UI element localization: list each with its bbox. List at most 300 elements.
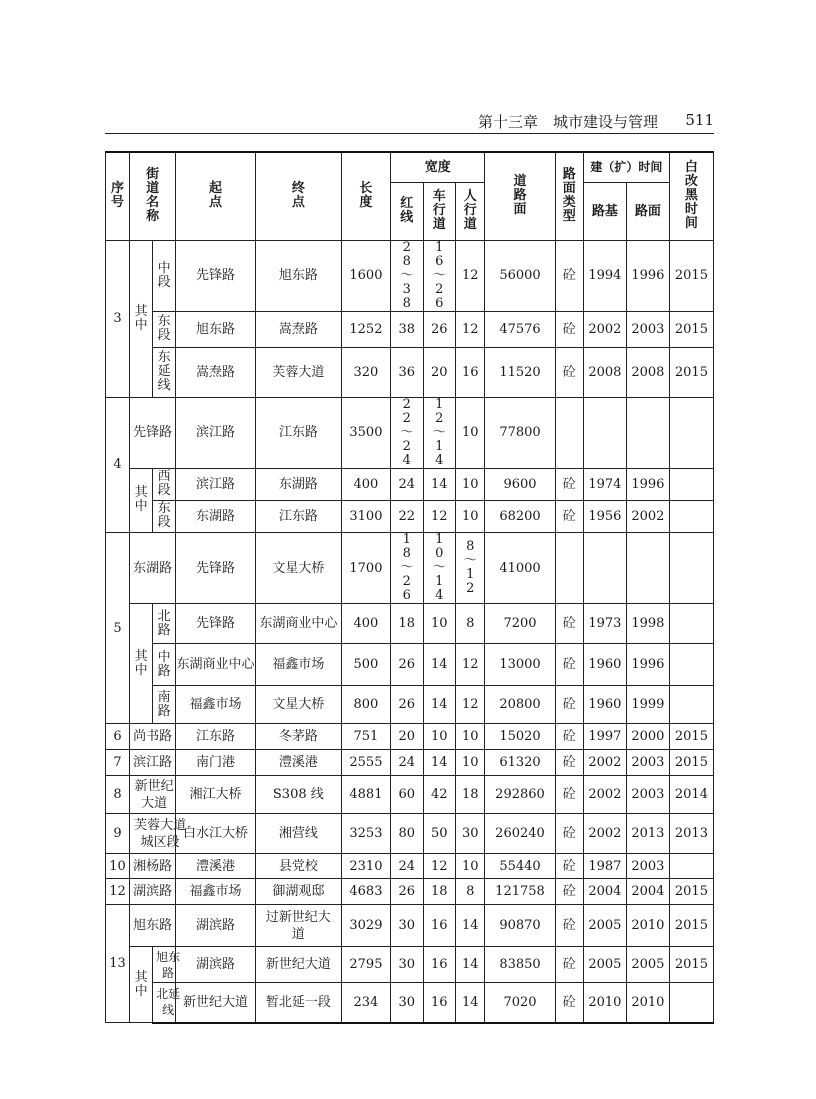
table-cell: 10 xyxy=(456,724,485,750)
table-cell: 县党校 xyxy=(255,854,341,879)
table-cell: 砼 xyxy=(555,776,583,814)
table-cell: 滨江路 xyxy=(176,397,256,468)
table-row xyxy=(106,604,714,644)
table-cell: 2002 xyxy=(583,311,626,347)
table-cell: 江东路 xyxy=(255,500,341,532)
table-cell: 12 xyxy=(106,879,130,905)
col-width: 宽度 xyxy=(391,152,485,182)
table-cell: 5 xyxy=(106,532,130,723)
cell-text: 22～24 xyxy=(400,396,414,468)
cell-text: 旭东路 xyxy=(156,949,181,980)
table-cell: 42 xyxy=(423,776,455,814)
table-cell: 4 xyxy=(106,397,130,532)
table-cell: 2015 xyxy=(669,947,713,983)
table-cell xyxy=(391,240,423,311)
table-cell: 白水江大桥 xyxy=(176,814,256,854)
table-cell xyxy=(626,532,669,603)
table-cell: 50 xyxy=(423,814,455,854)
cell-text: 路面类型 xyxy=(562,167,576,225)
col-blacktop xyxy=(669,152,713,240)
table-cell xyxy=(153,947,181,983)
table-cell: 26 xyxy=(391,644,423,686)
table-cell: 9 xyxy=(106,814,130,854)
table-row xyxy=(106,240,714,311)
table-cell xyxy=(626,397,669,468)
col-surface: 路面 xyxy=(626,182,669,240)
table-cell xyxy=(153,347,176,397)
table-cell: 2015 xyxy=(669,879,713,905)
cell-text: 10～14 xyxy=(432,531,446,604)
table-cell xyxy=(669,644,713,686)
cell-text: 其中 xyxy=(134,485,148,515)
table-cell: 751 xyxy=(341,724,390,750)
table-cell: 湘营线 xyxy=(255,814,341,854)
table-cell: 砼 xyxy=(555,240,583,311)
cell-text: 西段 xyxy=(157,469,171,499)
table-row xyxy=(106,532,714,603)
table-cell: 4683 xyxy=(341,879,390,905)
cell-text: 北路 xyxy=(157,608,171,638)
cell-text: 中路 xyxy=(157,649,171,679)
table-cell: 61320 xyxy=(485,750,555,776)
table-cell: 2005 xyxy=(583,947,626,983)
table-cell: 14 xyxy=(456,983,485,1023)
table-cell: 福鑫市场 xyxy=(255,644,341,686)
table-cell: 18 xyxy=(391,604,423,644)
table-cell: 文星大桥 xyxy=(255,532,341,603)
cell-text: 人行道 xyxy=(463,188,477,233)
table-cell: 1600 xyxy=(341,240,390,311)
table-cell xyxy=(130,604,153,724)
table-cell: 7 xyxy=(106,750,130,776)
page-header xyxy=(105,111,714,133)
table-cell: 12 xyxy=(456,240,485,311)
col-sidewalk xyxy=(456,182,485,240)
table-cell: 新世纪大道 xyxy=(176,983,256,1023)
table-cell: 16 xyxy=(423,947,455,983)
table-cell: 15020 xyxy=(485,724,555,750)
cell-text: 新世纪大道 xyxy=(134,778,174,811)
cell-text: 街道名称 xyxy=(146,167,160,225)
table-cell: 12 xyxy=(456,311,485,347)
table-cell: 先锋路 xyxy=(176,604,256,644)
table-cell: 30 xyxy=(391,905,423,947)
table-cell: 1998 xyxy=(626,604,669,644)
table-cell xyxy=(669,983,713,1023)
table-cell: 12 xyxy=(423,500,455,532)
table-cell: 20 xyxy=(423,347,455,397)
table-cell: 1999 xyxy=(626,686,669,724)
table-cell: 14 xyxy=(423,468,455,500)
table-cell: 文星大桥 xyxy=(255,686,341,724)
table-cell: 2795 xyxy=(341,947,390,983)
table-cell: 滨江路 xyxy=(176,468,256,500)
table-cell: 滨江路 xyxy=(130,750,176,776)
table-cell: 6 xyxy=(106,724,130,750)
table-cell: 砼 xyxy=(555,814,583,854)
table-cell: 2003 xyxy=(626,311,669,347)
table-cell: 砼 xyxy=(555,983,583,1023)
cell-text: 8～12 xyxy=(463,538,477,597)
cell-text: 东段 xyxy=(157,314,171,344)
table-cell: 2014 xyxy=(669,776,713,814)
cell-text: 车行道 xyxy=(432,188,446,233)
table-cell: 14 xyxy=(456,947,485,983)
table-cell: 2013 xyxy=(626,814,669,854)
table-cell: 尚书路 xyxy=(130,724,176,750)
table-cell: 砼 xyxy=(555,468,583,500)
table-cell: 10 xyxy=(423,604,455,644)
chapter-title: 第十三章 城市建设与管理 xyxy=(477,113,658,131)
col-roadbed: 路基 xyxy=(583,182,626,240)
table-cell: 1960 xyxy=(583,686,626,724)
table-cell xyxy=(423,532,455,603)
table-cell: 砼 xyxy=(555,879,583,905)
table-cell: 先锋路 xyxy=(176,240,256,311)
table-cell: 1252 xyxy=(341,311,390,347)
table-cell xyxy=(130,468,153,532)
table-cell: 先锋路 xyxy=(176,532,256,603)
table-cell: 24 xyxy=(391,468,423,500)
table-cell xyxy=(669,686,713,724)
table-cell: 2010 xyxy=(626,983,669,1023)
table-cell: 湖滨路 xyxy=(130,879,176,905)
table-cell: 澧溪港 xyxy=(255,750,341,776)
table-cell: 121758 xyxy=(485,879,555,905)
col-start xyxy=(176,152,256,240)
table-cell: 澧溪港 xyxy=(176,854,256,879)
table-cell: 18 xyxy=(423,879,455,905)
table-cell: 湖滨路 xyxy=(176,947,256,983)
table-cell: 江东路 xyxy=(255,397,341,468)
table-cell: 500 xyxy=(341,644,390,686)
table-row xyxy=(106,724,714,750)
table-cell: 10 xyxy=(456,854,485,879)
table-cell xyxy=(130,814,187,854)
cell-text: 东段 xyxy=(157,501,171,531)
cell-text: 18～26 xyxy=(400,531,414,604)
table-cell: 10 xyxy=(106,854,130,879)
col-seq xyxy=(106,152,130,240)
table-cell: 234 xyxy=(341,983,390,1023)
table-cell: 南门港 xyxy=(176,750,256,776)
table-cell: 11520 xyxy=(485,347,555,397)
table-cell: 2555 xyxy=(341,750,390,776)
col-build: 建（扩）时间 xyxy=(583,152,669,182)
table-cell: 砼 xyxy=(555,347,583,397)
table-cell: 2002 xyxy=(583,814,626,854)
table-cell: 1996 xyxy=(626,468,669,500)
table-cell: 10 xyxy=(456,500,485,532)
table-cell: 20800 xyxy=(485,686,555,724)
cell-text: 终点 xyxy=(291,181,305,211)
cell-text: 28～38 xyxy=(400,239,414,311)
col-carriageway xyxy=(423,182,455,240)
table-row xyxy=(106,983,714,1023)
table-row xyxy=(106,905,714,947)
table-cell: 2002 xyxy=(583,750,626,776)
table-cell xyxy=(391,532,423,603)
table-cell: 2003 xyxy=(626,776,669,814)
table-row xyxy=(106,686,714,724)
cell-text: 其中 xyxy=(134,969,148,999)
table-cell: 18 xyxy=(456,776,485,814)
table-cell: 8 xyxy=(456,879,485,905)
table-cell xyxy=(153,240,176,311)
header-rule xyxy=(105,133,714,134)
table-cell: 26 xyxy=(391,686,423,724)
table-row xyxy=(106,879,714,905)
cell-text: 其中 xyxy=(134,303,148,333)
table-cell xyxy=(555,397,583,468)
table-cell: 2013 xyxy=(669,814,713,854)
table-cell: 400 xyxy=(341,604,390,644)
table-cell: 1996 xyxy=(626,240,669,311)
table-cell: 26 xyxy=(423,311,455,347)
table-row xyxy=(106,776,714,814)
cell-text: 起点 xyxy=(209,181,223,211)
table-cell: 砼 xyxy=(555,947,583,983)
table-cell: S308 线 xyxy=(255,776,341,814)
table-cell: 湖滨路 xyxy=(176,905,256,947)
table-cell: 砼 xyxy=(555,686,583,724)
table-cell: 12 xyxy=(456,686,485,724)
col-length xyxy=(341,152,390,240)
table-cell: 2008 xyxy=(583,347,626,397)
table-row xyxy=(106,468,714,500)
table-cell: 2015 xyxy=(669,724,713,750)
table-cell: 湘江大桥 xyxy=(176,776,256,814)
table-row xyxy=(106,814,714,854)
table-cell xyxy=(153,686,176,724)
table-cell: 先锋路 xyxy=(130,397,176,468)
table-row xyxy=(106,311,714,347)
cell-text: 红线 xyxy=(400,195,414,225)
table-cell: 16 xyxy=(423,905,455,947)
table-cell: 2015 xyxy=(669,750,713,776)
table-row xyxy=(106,500,714,532)
table-cell: 13000 xyxy=(485,644,555,686)
table-cell: 10 xyxy=(456,750,485,776)
table-cell: 9600 xyxy=(485,468,555,500)
table-cell: 7020 xyxy=(485,983,555,1023)
table-cell: 1997 xyxy=(583,724,626,750)
table-cell: 嵩焘路 xyxy=(255,311,341,347)
table-cell xyxy=(669,468,713,500)
cell-text: 道路面 xyxy=(513,174,527,218)
table-cell xyxy=(130,947,153,1023)
col-type xyxy=(555,152,583,240)
table-cell: 56000 xyxy=(485,240,555,311)
table-cell: 1956 xyxy=(583,500,626,532)
table-cell: 14 xyxy=(423,686,455,724)
table-cell: 14 xyxy=(456,905,485,947)
cell-text: 序号 xyxy=(111,181,125,211)
table-cell: 83850 xyxy=(485,947,555,983)
table-cell: 砼 xyxy=(555,500,583,532)
table-cell xyxy=(153,500,176,532)
table-row xyxy=(106,947,714,983)
table-cell: 3029 xyxy=(341,905,390,947)
table-cell: 30 xyxy=(456,814,485,854)
table-cell: 10 xyxy=(423,724,455,750)
table-cell: 砼 xyxy=(555,724,583,750)
table-cell: 22 xyxy=(391,500,423,532)
table-cell: 55440 xyxy=(485,854,555,879)
cell-text: 白改黑时间 xyxy=(684,160,698,232)
table-cell: 暂北延一段 xyxy=(255,983,341,1023)
col-end xyxy=(255,152,341,240)
table-cell: 68200 xyxy=(485,500,555,532)
table-cell xyxy=(153,311,176,347)
table-cell: 800 xyxy=(341,686,390,724)
table-cell xyxy=(391,397,423,468)
table-cell: 36 xyxy=(391,347,423,397)
table-cell: 砼 xyxy=(555,750,583,776)
table-cell: 8 xyxy=(106,776,130,814)
table-cell: 30 xyxy=(391,983,423,1023)
table-cell: 400 xyxy=(341,468,390,500)
table-cell: 16 xyxy=(456,347,485,397)
table-cell: 砼 xyxy=(555,854,583,879)
cell-text: 中段 xyxy=(157,260,171,290)
table-row xyxy=(106,347,714,397)
table-cell: 1974 xyxy=(583,468,626,500)
table-cell: 24 xyxy=(391,854,423,879)
table-cell xyxy=(669,532,713,603)
table-cell: 2005 xyxy=(626,947,669,983)
table-cell: 12 xyxy=(423,854,455,879)
table-cell: 1996 xyxy=(626,644,669,686)
table-cell: 福鑫市场 xyxy=(176,686,256,724)
table-cell xyxy=(555,532,583,603)
table-cell: 24 xyxy=(391,750,423,776)
col-red-line xyxy=(391,182,423,240)
table-cell: 30 xyxy=(391,947,423,983)
table-cell: 20 xyxy=(391,724,423,750)
table-cell: 3 xyxy=(106,240,130,397)
table-cell: 2015 xyxy=(669,905,713,947)
table-cell: 2000 xyxy=(626,724,669,750)
table-cell: 77800 xyxy=(485,397,555,468)
table-cell: 芙蓉大道 xyxy=(255,347,341,397)
table-cell: 2002 xyxy=(583,776,626,814)
table-cell xyxy=(153,468,176,500)
table-cell: 320 xyxy=(341,347,390,397)
cell-text: 其中 xyxy=(134,648,148,678)
table-cell: 嵩焘路 xyxy=(176,347,256,397)
table-cell: 2015 xyxy=(669,240,713,311)
table-cell: 3100 xyxy=(341,500,390,532)
table-cell: 90870 xyxy=(485,905,555,947)
col-area xyxy=(485,152,555,240)
table-cell: 2003 xyxy=(626,854,669,879)
table-cell xyxy=(255,905,341,947)
table-cell: 砼 xyxy=(555,604,583,644)
table-cell: 2004 xyxy=(583,879,626,905)
table-cell: 2005 xyxy=(583,905,626,947)
table-cell: 2010 xyxy=(626,905,669,947)
cell-text: 东延线 xyxy=(157,350,171,394)
table-row xyxy=(106,854,714,879)
table-cell xyxy=(583,397,626,468)
cell-text: 16～26 xyxy=(432,239,446,311)
table-cell: 2310 xyxy=(341,854,390,879)
table-cell: 14 xyxy=(423,750,455,776)
table-cell: 东湖路 xyxy=(176,500,256,532)
table-cell: 2010 xyxy=(583,983,626,1023)
cell-text: 长度 xyxy=(359,181,373,211)
table-cell: 2002 xyxy=(626,500,669,532)
table-cell xyxy=(423,397,455,468)
table-cell xyxy=(423,240,455,311)
table-cell: 御湖观邸 xyxy=(255,879,341,905)
table-cell: 2015 xyxy=(669,347,713,397)
page-number: 511 xyxy=(685,111,714,129)
table-cell: 东湖路 xyxy=(255,468,341,500)
table-row xyxy=(106,397,714,468)
table-cell: 7200 xyxy=(485,604,555,644)
table-cell: 2003 xyxy=(626,750,669,776)
table-cell: 2008 xyxy=(626,347,669,397)
header-row xyxy=(106,152,714,182)
table-cell: 2015 xyxy=(669,311,713,347)
cell-text: 北延线 xyxy=(156,987,181,1018)
table-cell: 冬茅路 xyxy=(255,724,341,750)
table-cell xyxy=(130,776,176,814)
table-cell: 80 xyxy=(391,814,423,854)
table-cell: 16 xyxy=(423,983,455,1023)
table-cell: 旭东路 xyxy=(176,311,256,347)
table-cell: 14 xyxy=(423,644,455,686)
cell-text: 12～14 xyxy=(432,396,446,468)
table-cell: 东湖商业中心 xyxy=(255,604,341,644)
table-cell xyxy=(153,644,176,686)
table-cell xyxy=(669,854,713,879)
table-cell: 260240 xyxy=(485,814,555,854)
table-cell: 4881 xyxy=(341,776,390,814)
table-cell: 旭东路 xyxy=(130,905,176,947)
table-cell: 26 xyxy=(391,879,423,905)
table-cell: 8 xyxy=(456,604,485,644)
table-cell: 砼 xyxy=(555,905,583,947)
table-cell: 东湖路 xyxy=(130,532,176,603)
table-cell: 292860 xyxy=(485,776,555,814)
table-cell: 1987 xyxy=(583,854,626,879)
table-cell: 47576 xyxy=(485,311,555,347)
cell-text: 过新世纪大道 xyxy=(265,909,331,942)
table-cell: 10 xyxy=(456,397,485,468)
table-cell: 砼 xyxy=(555,644,583,686)
table-row xyxy=(106,644,714,686)
table-cell xyxy=(130,240,153,397)
table-cell: 1700 xyxy=(341,532,390,603)
cell-text: 南路 xyxy=(157,689,171,719)
table-cell: 东湖商业中心 xyxy=(176,644,256,686)
table-cell: 38 xyxy=(391,311,423,347)
table-cell: 湘杨路 xyxy=(130,854,176,879)
table-cell xyxy=(153,983,181,1023)
col-street xyxy=(130,152,176,240)
table-cell: 旭东路 xyxy=(255,240,341,311)
table-cell: 新世纪大道 xyxy=(255,947,341,983)
table-cell xyxy=(669,397,713,468)
table-cell: 3500 xyxy=(341,397,390,468)
table-cell: 砼 xyxy=(555,311,583,347)
table-cell xyxy=(669,500,713,532)
table-cell: 41000 xyxy=(485,532,555,603)
cell-text: 芙蓉大道城区段 xyxy=(134,817,187,850)
